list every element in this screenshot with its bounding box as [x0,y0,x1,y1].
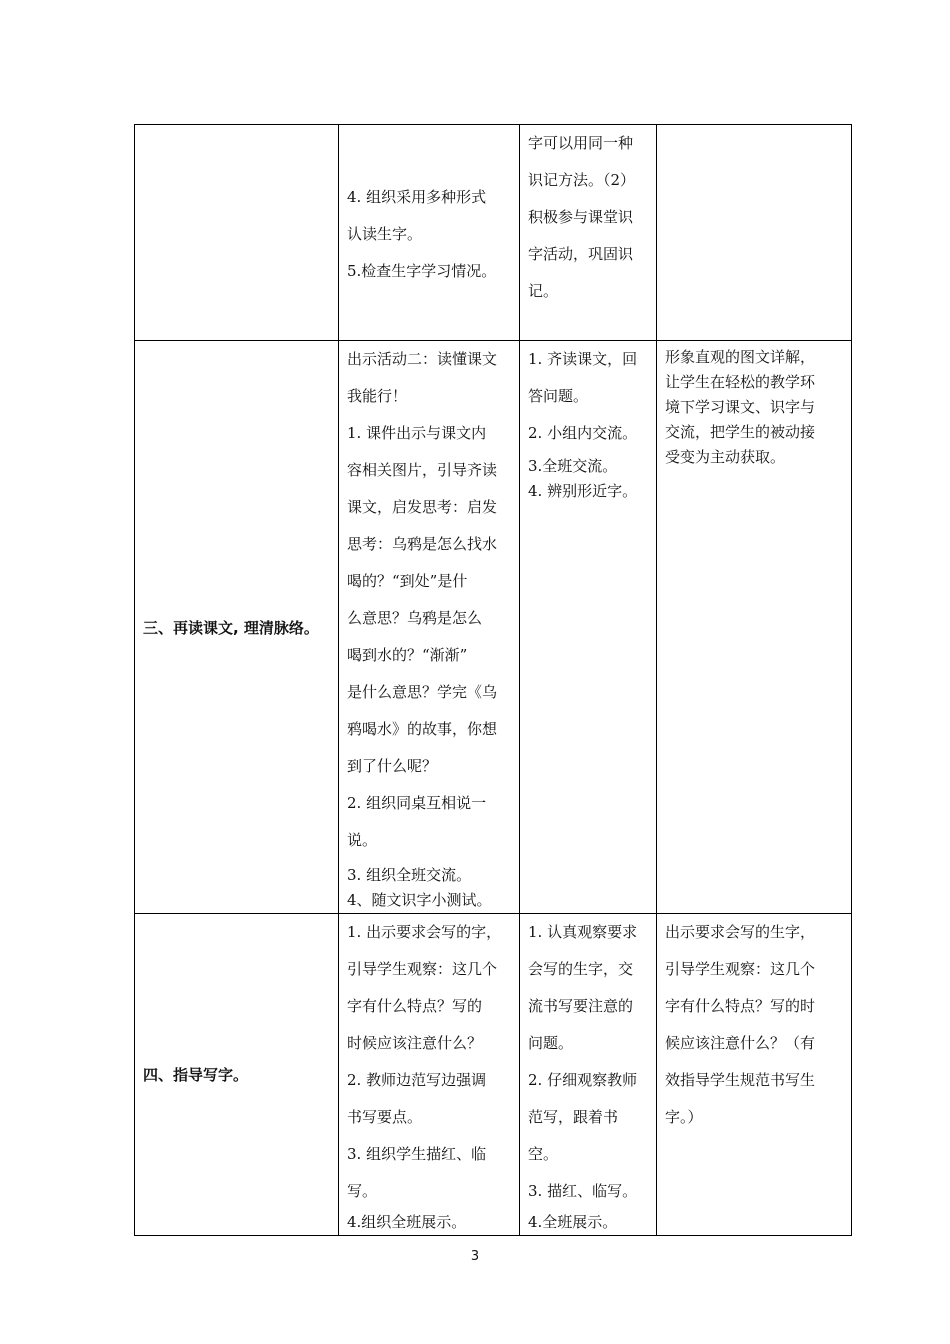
text-line: 字可以用同一种 [528,134,634,152]
text-line: 是什么意思？学完《乌 [347,683,498,701]
text-line: 5.检查生字学习情况。 [347,262,497,280]
text-line: 喝到水的？“渐渐” [347,646,468,664]
text-line: 时候应该注意什么？ [347,1034,483,1052]
text-line: 出示要求会写的生字， [665,923,816,941]
text-line: 范写，跟着书 [528,1108,619,1126]
table-row [135,341,852,914]
text-line: 2. 组织同桌互相说一 [347,794,487,812]
lesson-plan-table [134,124,852,1236]
text-line: 写。 [347,1182,378,1200]
text-line: 积极参与课堂识 [528,208,634,226]
student-activity-cell [520,914,657,1236]
text-line: 答问题。 [528,387,589,405]
text-line: 4、随文识字小测试。 [347,891,492,909]
text-line: 2. 仔细观察教师 [528,1071,638,1089]
design-intent-cell [657,341,852,914]
table-row [135,914,852,1236]
text-line: 4. 辨别形近字。 [528,482,638,500]
text-line: 书写要点。 [347,1108,423,1126]
text-line: 4.全班展示。 [528,1213,618,1231]
text-line: 引导学生观察：这几个 [347,960,498,978]
text-line: 交流，把学生的被动接 [665,423,816,441]
text-line: 空。 [528,1145,559,1163]
text-line: 受变为主动获取。 [665,448,786,466]
text-line: 字。） [665,1108,703,1126]
teacher-activity-cell [339,341,520,914]
stage-title: 四、指导写字。 [143,1066,249,1084]
text-line: 会写的生字，交 [528,960,634,978]
text-line: 喝的？“到处”是什 [347,572,468,590]
text-line: 容相关图片，引导齐读 [347,461,498,479]
stage-title: 三、再读课文, 理清脉络。 [143,618,319,637]
text-line: 记。 [528,282,559,300]
text-line: 字有什么特点？写的 [347,997,483,1015]
design-intent-cell [657,125,852,341]
text-line: 鸦喝水》的故事，你想 [347,720,498,738]
text-line: 效指导学生规范书写生 [665,1071,816,1089]
student-activity-cell [520,341,657,914]
text-line: 问题。 [528,1034,574,1052]
teacher-activity-cell [339,125,520,341]
text-line: 1. 课件出示与课文内 [347,424,487,442]
text-line: 3.全班交流。 [528,457,618,475]
stage-cell [135,914,339,1236]
text-line: 2. 教师边范写边强调 [347,1071,487,1089]
text-line: 3. 描红、临写。 [528,1182,638,1200]
text-line: 1. 认真观察要求 [528,923,638,941]
text-line: 说。 [347,831,378,849]
text-line: 4. 组织采用多种形式 [347,188,487,206]
text-line: 么意思？乌鸦是怎么 [347,609,483,627]
text-line: 课文，启发思考：启发 [347,498,498,516]
text-line: 1. 齐读课文，回 [528,350,638,368]
text-line: 候应该注意什么？（有 [665,1034,816,1052]
text-line: 认读生字。 [347,225,423,243]
page-number: 3 [470,1249,480,1264]
text-line: 1. 出示要求会写的字， [347,923,502,941]
student-activity-cell [520,125,657,341]
text-line: 2. 小组内交流。 [528,424,638,442]
text-line: 字活动，巩固识 [528,245,634,263]
stage-cell [135,125,339,341]
text-line: 到了什么呢？ [347,757,438,775]
text-line: 流书写要注意的 [528,997,634,1015]
text-line: 出示活动二：读懂课文 [347,350,498,368]
text-line: 字有什么特点？写的时 [665,997,816,1015]
text-line: 3. 组织学生描红、临 [347,1145,487,1163]
text-line: 境下学习课文、识字与 [665,398,816,416]
text-line: 形象直观的图文详解， [665,348,816,366]
text-line: 思考：乌鸦是怎么找水 [347,535,498,553]
teacher-activity-cell [339,914,520,1236]
text-line: 我能行！ [347,387,408,405]
table-row [135,125,852,341]
design-intent-cell [657,914,852,1236]
text-line: 让学生在轻松的教学环 [665,373,816,391]
text-line: 3. 组织全班交流。 [347,866,472,884]
text-line: 识记方法。（2） [528,171,636,189]
text-line: 4.组织全班展示。 [347,1213,467,1231]
stage-cell [135,341,339,914]
text-line: 引导学生观察：这几个 [665,960,816,978]
